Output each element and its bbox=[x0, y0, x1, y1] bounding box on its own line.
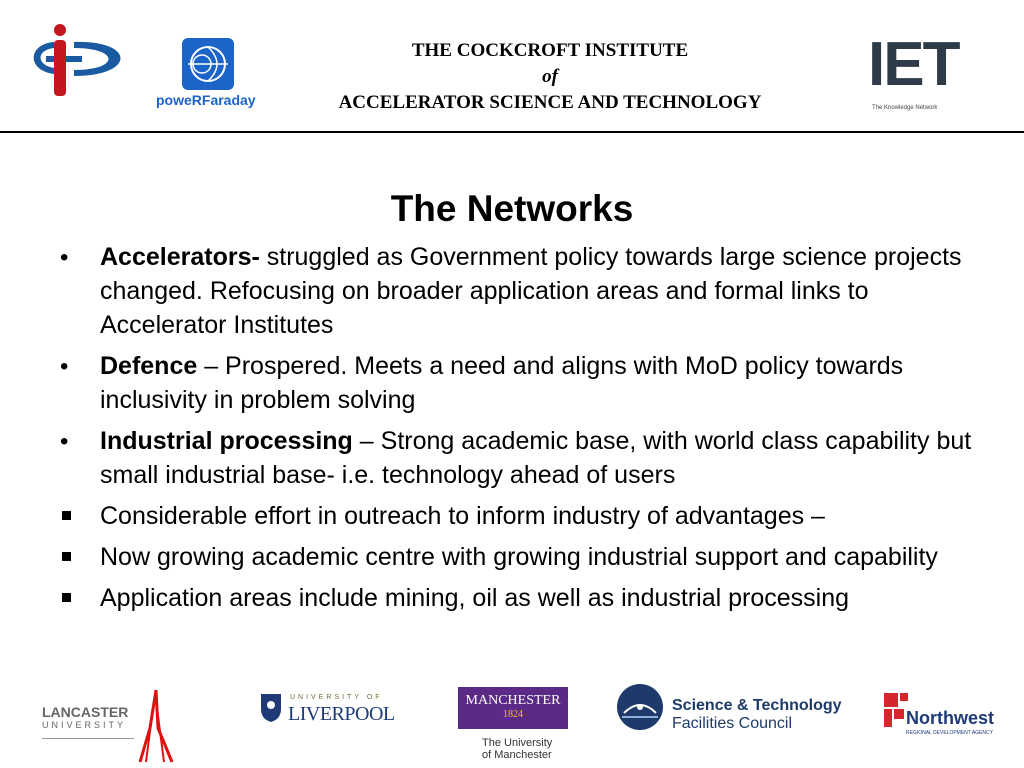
manchester-sub-1: The University bbox=[482, 737, 553, 749]
slide-title: The Networks bbox=[390, 188, 634, 229]
bullet-item: • Defence – Prospered. Meets a need and aligns with MoD policy towards inclusivity in problem solving bbox=[60, 349, 980, 417]
header-line-1: THE COCKCROFT INSTITUTE bbox=[411, 40, 689, 61]
bullet-item: Now growing academic centre with growing industrial support and capability bbox=[60, 540, 980, 574]
manchester-sub-2: of Manchester bbox=[482, 749, 552, 761]
lancaster-crest-icon bbox=[136, 688, 176, 764]
bullet-item: Considerable effort in outreach to inform industry of advantages – bbox=[60, 499, 980, 533]
iet-tagline: The Knowledge Network bbox=[872, 105, 938, 111]
northwest-wordmark: Northwest bbox=[906, 708, 995, 728]
bullet-dot-icon bbox=[60, 240, 90, 275]
iet-logo: IET bbox=[868, 30, 959, 99]
header-line-2: of bbox=[542, 66, 558, 87]
lancaster-logo: LANCASTER UNIVERSITY bbox=[42, 704, 142, 739]
bullet-list bbox=[60, 240, 980, 622]
header-title bbox=[290, 36, 810, 118]
liverpool-crest-icon bbox=[260, 693, 282, 723]
stfc-line-2: Facilities Council bbox=[672, 715, 793, 732]
liverpool-wordmark: LIVERPOOL bbox=[288, 703, 395, 725]
powerfaraday-icon bbox=[182, 38, 234, 90]
northwest-sub: REGIONAL DEVELOPMENT AGENCY bbox=[906, 730, 993, 736]
bullet-item: • Industrial processing – Strong academic base, with world class capability but small industrial base- i.e. technology ahead of users bbox=[60, 424, 980, 492]
header-divider bbox=[0, 131, 1024, 133]
bullet-item: Application areas include mining, oil as well as industrial processing bbox=[60, 581, 980, 615]
header-line-3: ACCELERATOR SCIENCE AND TECHNOLOGY bbox=[338, 92, 762, 113]
stfc-globe-icon bbox=[616, 683, 664, 731]
manchester-logo: MANCHESTER 1824 bbox=[458, 687, 568, 729]
bullet-dot-icon bbox=[60, 424, 90, 459]
bullet-item: • Accelerators- struggled as Government policy towards large science projects changed. Refocusing on broader application areas and formal links to Accelerator Institutes bbox=[60, 240, 980, 342]
bullet-square-icon bbox=[60, 540, 90, 574]
bullet-square-icon bbox=[60, 499, 90, 533]
bullet-square-icon bbox=[60, 581, 90, 615]
powerfaraday-wordmark: poweRFaraday bbox=[156, 92, 256, 108]
liverpool-top: UNIVERSITY OF bbox=[290, 694, 383, 701]
cockcroft-institute-logo bbox=[24, 22, 140, 100]
bullet-dot-icon bbox=[60, 349, 90, 384]
stfc-line-1: Science & Technology bbox=[672, 697, 842, 714]
